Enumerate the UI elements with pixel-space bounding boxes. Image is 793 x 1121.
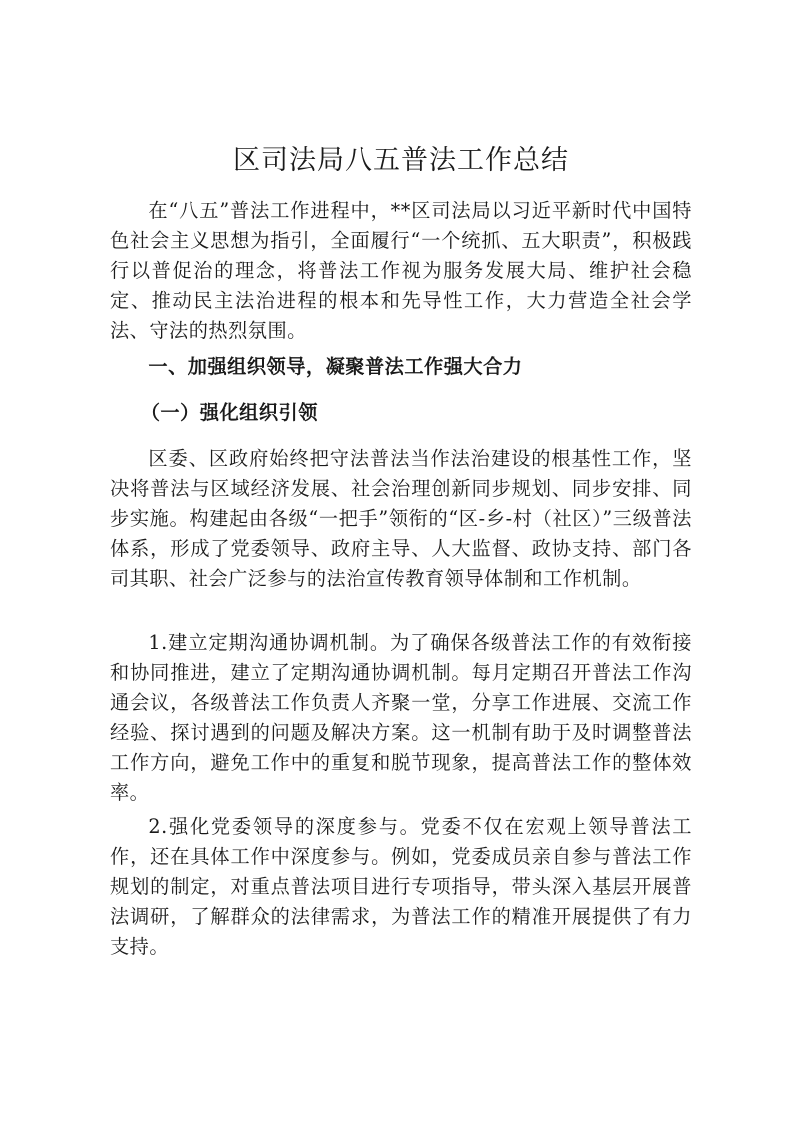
intro-paragraph: 在“八五”普法工作进程中，**区司法局以习近平新时代中国特色社会主义思想为指引，全面履行“一个统抓、五大职责”，积极践行以普促治的理念，将普法工作视为服务发展大局、维护社会稳定、推动民主法治进程的根本和先导性工作，大力营造全社会学法、守法的热烈氛围。 xyxy=(110,199,692,342)
document-title: 区司法局八五普法工作总结 xyxy=(233,145,569,176)
subsection-body-paragraph: 区委、区政府始终把守法普法当作法治建设的根基性工作，坚决将普法与区域经济发展、社会治理创新同步规划、同步安排、同步实施。构建起由各级“一把手”领衔的“区-乡-村（社区）”三级普法体系，形成了党委领导、政府主导、人大监督、政协支持、部门各司其职、社会广泛参与的法治宣传教育领导体制和工作机制。 xyxy=(110,447,692,590)
list-item-1-paragraph: 1.建立定期沟通协调机制。为了确保各级普法工作的有效衔接和协同推进，建立了定期沟通协调机制。每月定期召开普法工作沟通会议，各级普法工作负责人齐聚一堂，分享工作进展、交流工作经验、探讨遇到的问题及解决方案。这一机制有助于及时调整普法工作方向，避免工作中的重复和脱节现象，提高普法工作的整体效率。 xyxy=(110,631,692,804)
section-heading-1: 一、加强组织领导，凝聚普法工作强大合力 xyxy=(148,355,523,378)
subsection-heading-1: （一）强化组织引领 xyxy=(140,401,318,424)
list-item-2-paragraph: 2.强化党委领导的深度参与。党委不仅在宏观上领导普法工作，还在具体工作中深度参与。例如，党委成员亲自参与普法工作规划的制定，对重点普法项目进行专项指导，带头深入基层开展普法调研，了解群众的法律需求，为普法工作的精准开展提供了有力支持。 xyxy=(110,815,692,958)
